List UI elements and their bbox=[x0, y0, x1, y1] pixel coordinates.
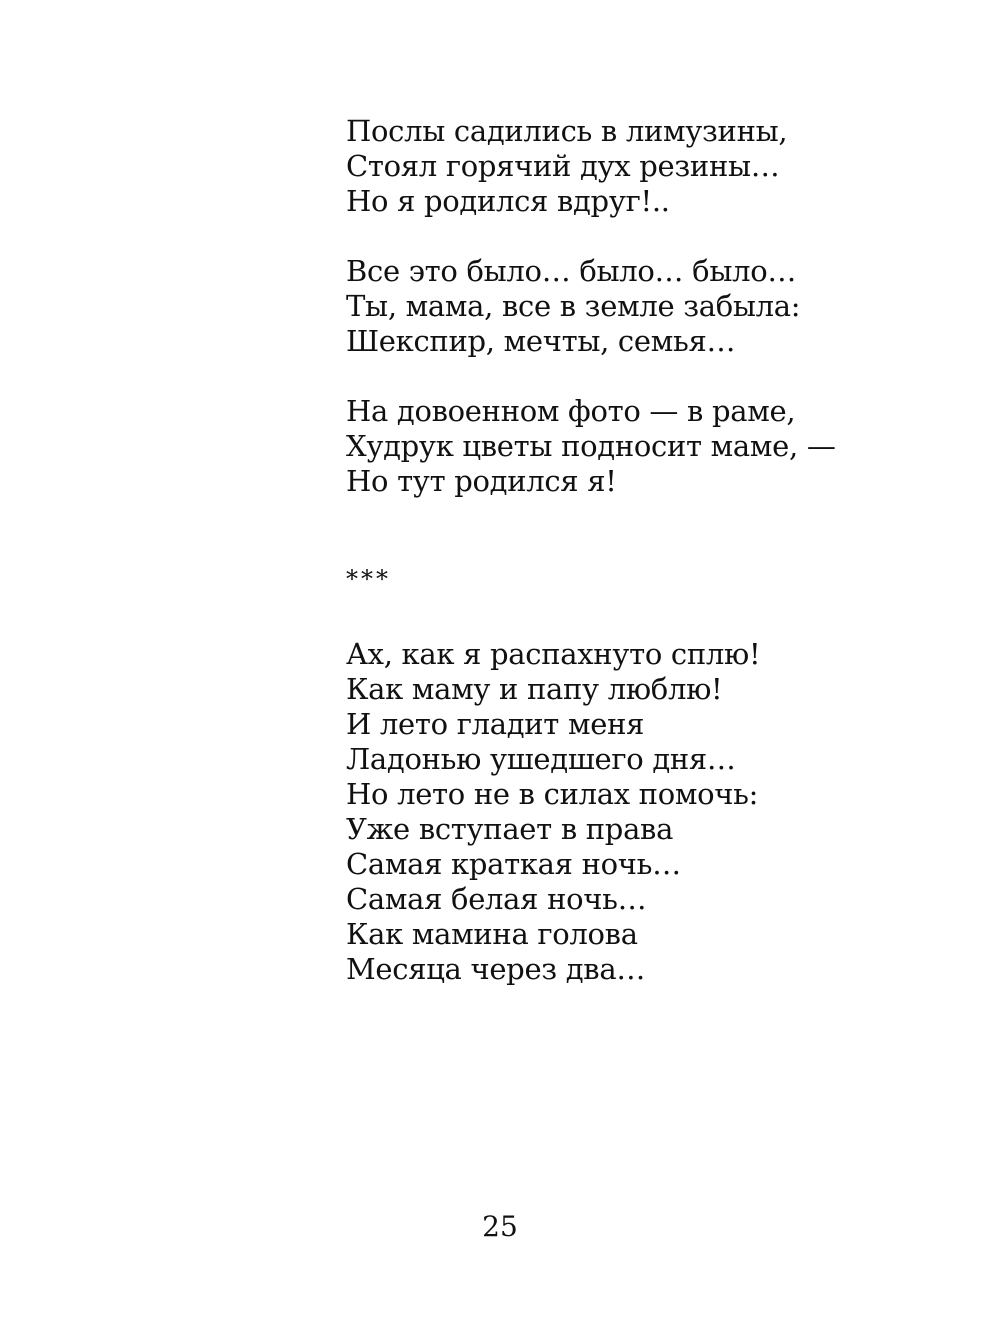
poem-line: Худрук цветы подносит маме, — bbox=[346, 429, 836, 463]
poem-1-stanza-1 bbox=[346, 114, 906, 219]
poem-line: Ах, как я распахнуто сплю! bbox=[346, 637, 761, 671]
poem-line: Ты, мама, все в земле забыла: bbox=[346, 289, 801, 323]
poem-line: На довоенном фото — в раме, bbox=[346, 394, 796, 428]
poem-line: Как мамина голова bbox=[346, 917, 638, 951]
poem-line: Месяца через два… bbox=[346, 952, 646, 986]
poem-line: Но тут родился я! bbox=[346, 464, 617, 498]
poem-line: И лето гладит меня bbox=[346, 707, 645, 741]
poem-line: Ладонью ушедшего дня… bbox=[346, 742, 736, 776]
poem-line: Все это было… было… было… bbox=[346, 254, 797, 288]
page-number: 25 bbox=[482, 1210, 518, 1243]
poem-line: Шекспир, мечты, семья… bbox=[346, 324, 736, 358]
poem-line: Как маму и папу люблю! bbox=[346, 672, 723, 706]
poem-line: Самая белая ночь… bbox=[346, 882, 647, 916]
poem-line: Но лето не в силах помочь: bbox=[346, 777, 759, 811]
poem-line: Стоял горячий дух резины… bbox=[346, 149, 780, 183]
poem-line: Уже вступает в права bbox=[346, 812, 674, 846]
poem-2 bbox=[346, 637, 906, 987]
poem-1-stanza-3 bbox=[346, 394, 906, 499]
poem-1-stanza-2 bbox=[346, 254, 906, 359]
poem-line: Но я родился вдруг!.. bbox=[346, 184, 670, 218]
poem-separator: *** bbox=[346, 565, 391, 593]
poem-line: Послы садились в лимузины, bbox=[346, 114, 788, 148]
poem-line: Самая краткая ночь… bbox=[346, 847, 681, 881]
